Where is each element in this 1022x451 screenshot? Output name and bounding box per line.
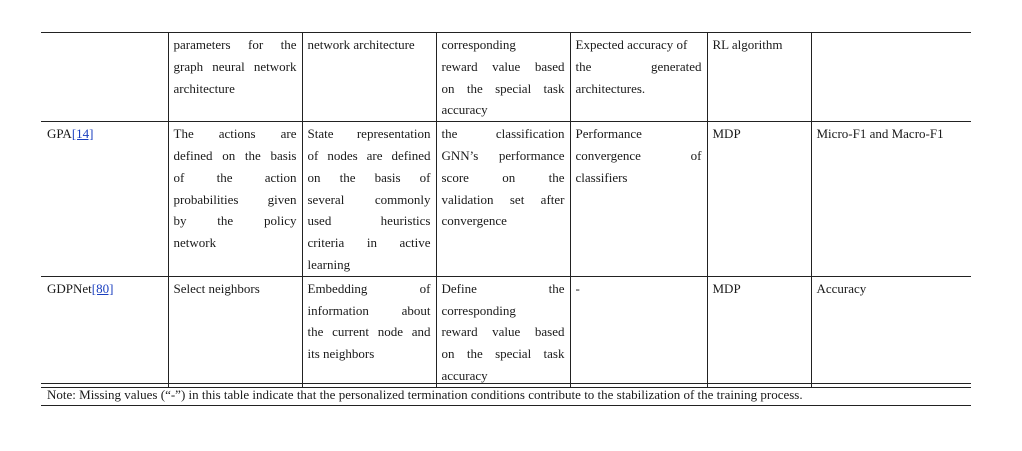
cell-line: probabilities given	[173, 191, 297, 207]
cell-line: by the policy	[173, 213, 297, 229]
cell-line: several commonly	[307, 191, 431, 207]
cell-line: used heuristics	[307, 213, 431, 229]
method-name: GDPNet	[47, 280, 92, 296]
cell-line: parameters for the	[173, 37, 297, 52]
reward-cell	[436, 122, 570, 277]
rl-algorithm-cell	[707, 122, 811, 277]
rl-algorithm-text: RL algorithm	[712, 37, 783, 52]
cell-line: its neighbors	[307, 346, 375, 362]
table-note: Note: Missing values (“-”) in this table indicate that the personalized termination conditions contribute to the stabilization of the training process.	[41, 383, 971, 406]
cell-line: Expected accuracy of	[575, 37, 688, 52]
cell-line: architecture	[173, 80, 235, 96]
reward-cell	[436, 33, 570, 122]
cell-line: criteria in active	[307, 235, 431, 251]
cell-line: corresponding	[441, 302, 516, 318]
cell-line: -	[575, 280, 580, 296]
cell-line: network architecture	[307, 37, 415, 52]
action-cell	[168, 122, 302, 277]
cell-line: validation set after	[441, 191, 565, 207]
table-row	[41, 33, 971, 122]
cell-line: reward value based	[441, 324, 565, 340]
state-cell	[302, 33, 436, 122]
citation-link[interactable]: [80]	[91, 280, 114, 296]
reward-cell	[436, 276, 570, 387]
cell-line: corresponding	[441, 37, 516, 52]
cell-line: of the action	[173, 169, 297, 185]
termination-cell	[570, 33, 707, 122]
cell-line: Define the	[441, 280, 565, 296]
cell-line: convergence	[441, 213, 507, 229]
cell-line: Select neighbors	[173, 280, 260, 296]
cell-line: learning	[307, 256, 351, 272]
method-cell	[41, 122, 168, 277]
termination-cell	[570, 122, 707, 277]
cell-line: information about	[307, 302, 431, 318]
cell-line: graph neural network	[173, 58, 297, 74]
cell-line: the current node and	[307, 324, 431, 340]
cell-line: reward value based	[441, 58, 565, 74]
cell-line: on the basis of	[307, 169, 431, 185]
cell-line: GNN’s performance	[441, 147, 565, 163]
cell-line: classifiers	[575, 169, 628, 185]
cell-line: defined on the basis	[173, 147, 297, 163]
evaluation-text: Accuracy	[816, 280, 867, 296]
evaluation-cell	[811, 33, 971, 122]
action-cell	[168, 33, 302, 122]
cell-line: Performance	[575, 126, 642, 142]
rl-algorithm-cell	[707, 276, 811, 387]
rl-algorithm-cell	[707, 33, 811, 122]
table-row	[41, 122, 971, 277]
cell-line: the classification	[441, 126, 565, 142]
rl-algorithm-text: MDP	[712, 280, 741, 296]
cell-line: on the special task	[441, 80, 565, 96]
method-cell	[41, 276, 168, 387]
evaluation-text: Micro-F1 and Macro-F1	[816, 126, 944, 142]
cell-line: network	[173, 235, 217, 251]
cell-line: architectures.	[575, 80, 646, 96]
table-row	[41, 276, 971, 387]
evaluation-cell	[811, 276, 971, 387]
rl-methods-table	[41, 32, 971, 388]
method-cell	[41, 33, 168, 122]
method-name: GPA	[47, 126, 72, 142]
state-cell	[302, 122, 436, 277]
termination-cell	[570, 276, 707, 387]
cell-line: the generated	[575, 58, 702, 74]
cell-line: The actions are	[173, 126, 297, 142]
cell-line: of nodes are defined	[307, 147, 431, 163]
citation-link[interactable]: [14]	[71, 126, 94, 142]
cell-line: on the special task	[441, 346, 565, 362]
cell-line: accuracy	[441, 102, 488, 118]
cell-line: score on the	[441, 169, 565, 185]
cell-line: accuracy	[441, 367, 488, 383]
rl-algorithm-text: MDP	[712, 126, 741, 142]
cell-line: Embedding of	[307, 280, 431, 296]
state-cell	[302, 276, 436, 387]
cell-line: convergence of	[575, 147, 702, 163]
evaluation-cell	[811, 122, 971, 277]
cell-line: State representation	[307, 126, 431, 142]
action-cell	[168, 276, 302, 387]
